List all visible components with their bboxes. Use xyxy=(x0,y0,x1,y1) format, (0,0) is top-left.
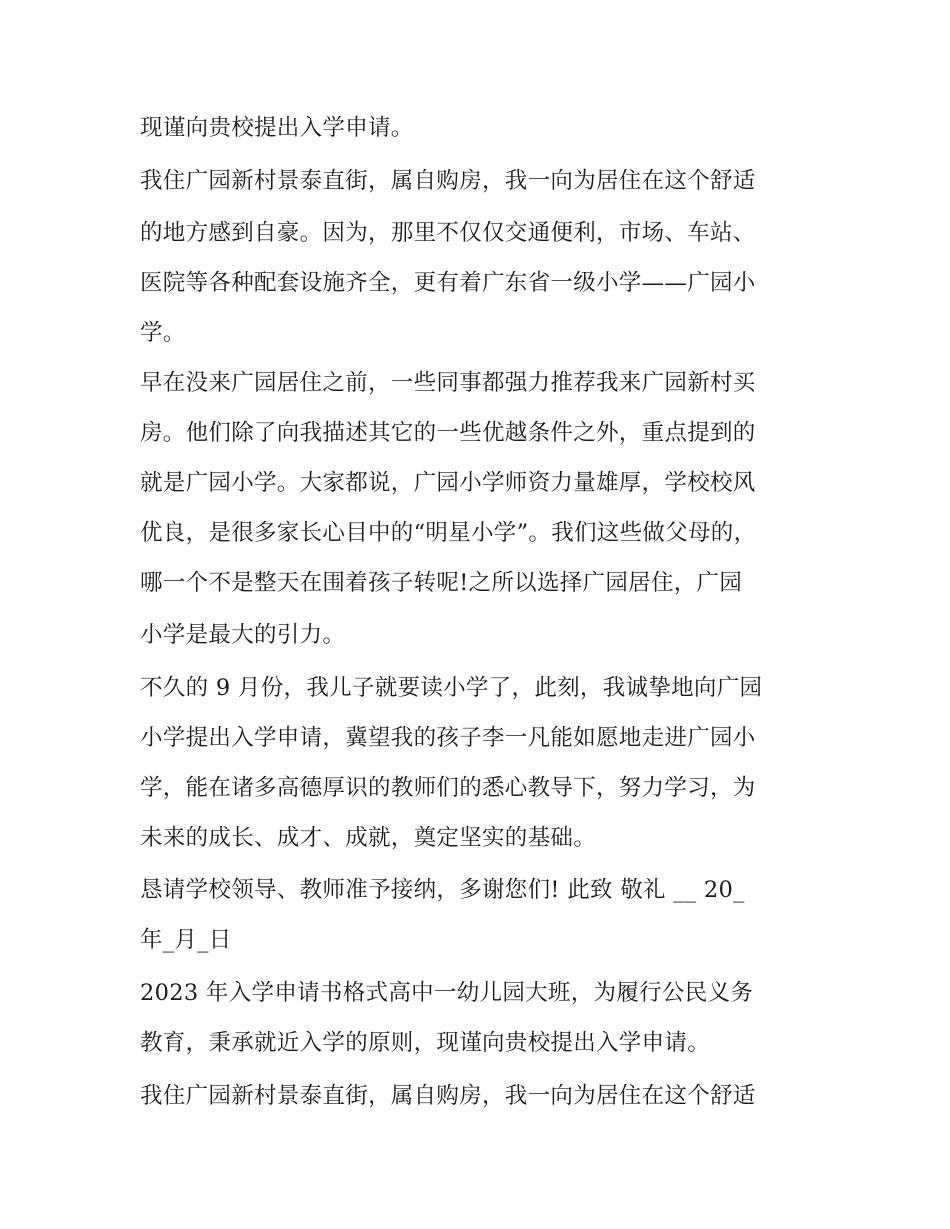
text-line: 学，能在诸多高德厚识的教师们的悉心教导下，努力学习，为 xyxy=(140,775,756,801)
text-line: 优良，是很多家长心目中的“明星小学”。我们这些做父母的， xyxy=(140,520,757,546)
text-line: 未来的成长、成才、成就，奠定坚实的基础。 xyxy=(140,825,597,851)
text-line: 年_月_日 xyxy=(140,927,232,953)
text-line: 就是广园小学。大家都说，广园小学师资力量雄厚，学校校风 xyxy=(140,470,756,496)
text-line: 现谨向贵校提出入学申请。 xyxy=(140,115,414,141)
text-line: 的地方感到自豪。因为，那里不仅仅交通便利，市场、车站、 xyxy=(140,220,756,246)
text-line: 早在没来广园居住之前，一些同事都强力推荐我来广园新村买 xyxy=(140,370,756,396)
text-line: 我住广园新村景泰直街，属自购房，我一向为居住在这个舒适 xyxy=(140,1083,756,1109)
text-line: 哪一个不是整天在围着孩子转呢!之所以选择广园居住，广园 xyxy=(140,570,743,596)
text-line: 医院等各种配套设施齐全，更有着广东省一级小学——广园小 xyxy=(140,270,756,296)
text-line: 教育，秉承就近入学的原则，现谨向贵校提出入学申请。 xyxy=(140,1030,711,1056)
text-line: 恳请学校领导、教师准予接纳，多谢您们! 此致 敬礼 __ 20_ xyxy=(140,877,745,903)
text-line: 小学是最大的引力。 xyxy=(140,622,346,648)
text-line: 2023 年入学申请书格式高中一幼儿园大班，为履行公民义务 xyxy=(140,980,754,1006)
text-line: 小学提出入学申请，冀望我的孩子李一凡能如愿地走进广园小 xyxy=(140,725,756,751)
text-line: 房。他们除了向我描述其它的一些优越条件之外，重点提到的 xyxy=(140,420,756,446)
text-line: 我住广园新村景泰直街，属自购房，我一向为居住在这个舒适 xyxy=(140,168,756,194)
text-line: 不久的 9 月份，我儿子就要读小学了，此刻，我诚挚地向广园 xyxy=(140,675,763,701)
text-line: 学。 xyxy=(140,320,186,346)
